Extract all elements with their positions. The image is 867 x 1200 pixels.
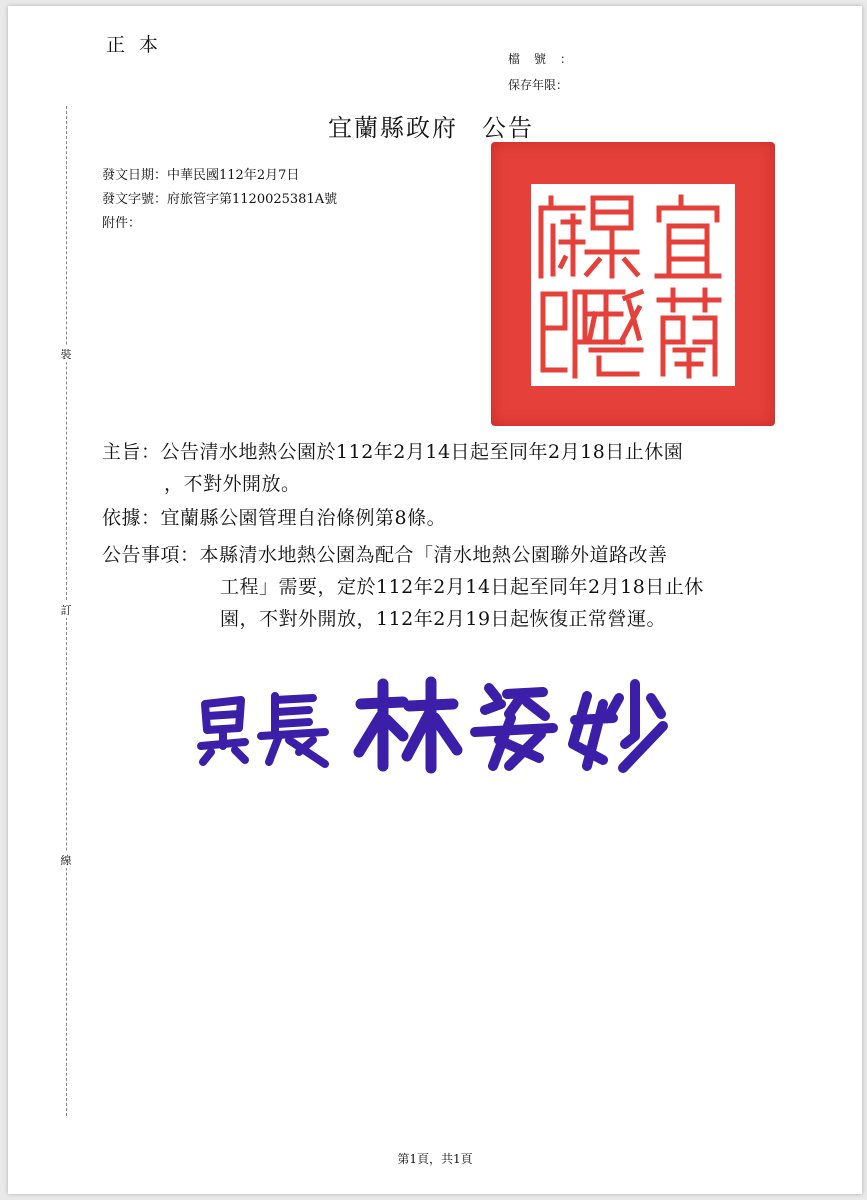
issue-date: 發文日期：中華民國112年2月7日 xyxy=(102,168,300,183)
seal-icon xyxy=(491,142,775,426)
retention-period-label: 保存年限： xyxy=(508,78,569,92)
subject-paragraph xyxy=(102,436,683,468)
notice-paragraph xyxy=(102,539,668,571)
basis-paragraph xyxy=(102,502,446,534)
signature-icon xyxy=(193,674,673,774)
title-agency: 宜蘭縣政府 xyxy=(328,114,458,142)
subject-label: 主旨： xyxy=(102,441,161,463)
basis-text: 宜蘭縣公園管理自治條例第8條。 xyxy=(160,507,447,529)
document-page xyxy=(8,6,862,1194)
basis-label: 依據： xyxy=(102,507,161,529)
binding-mark-zhuang: 裝 xyxy=(60,348,72,361)
subject-continuation: ，不對外開放。 xyxy=(164,473,301,495)
binding-mark-ding: 訂 xyxy=(60,604,72,617)
signature xyxy=(193,674,673,774)
notice-text-line1: 本縣清水地熱公園為配合「清水地熱公園聯外道路改善 xyxy=(199,544,668,566)
notice-label: 公告事項： xyxy=(102,544,200,566)
subject-text: 公告清水地熱公園於112年2月14日起至同年2月18日止休園 xyxy=(160,441,684,463)
title-type: 公告 xyxy=(482,114,534,142)
issue-number: 發文字號：府旅管字第1120025381A號 xyxy=(102,192,338,207)
notice-text-line3: 園，不對外開放，112年2月19日起恢復正常營運。 xyxy=(220,608,667,630)
page-number: 第1頁，共1頁 xyxy=(397,1152,473,1166)
page-title xyxy=(328,108,534,143)
copy-label: 正本 xyxy=(106,34,173,56)
archive-number-label: 檔號： xyxy=(508,52,587,66)
attachment-label: 附件： xyxy=(102,216,142,231)
notice-text-line2: 工程」需要，定於112年2月14日起至同年2月18日止休 xyxy=(220,576,704,598)
binding-mark-xian: 線 xyxy=(60,854,72,867)
official-seal xyxy=(491,142,775,426)
